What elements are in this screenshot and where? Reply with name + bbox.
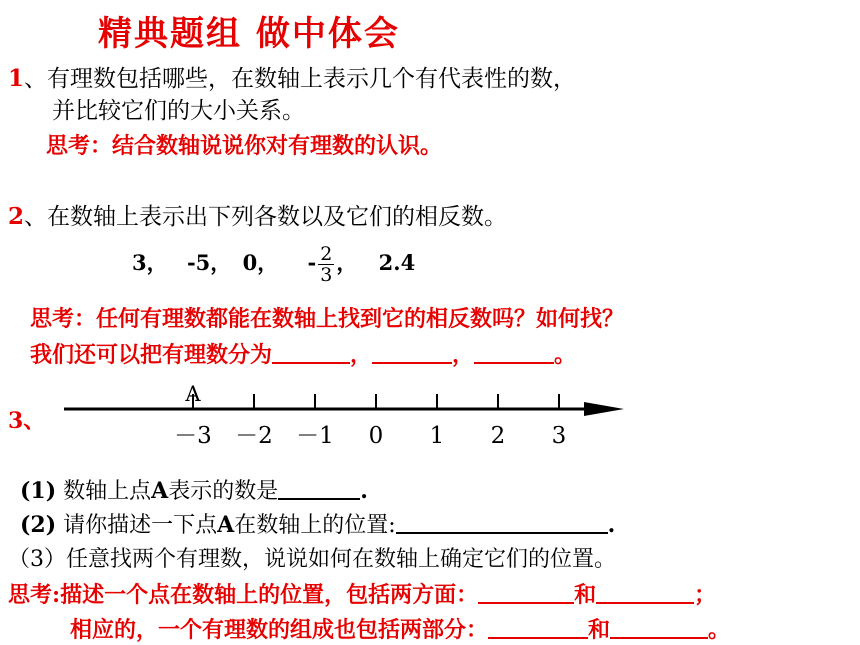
blank-1[interactable] [272, 340, 350, 364]
q1-line1: 1、有理数包括哪些，在数轴上表示几个有代表性的数， [8, 65, 577, 92]
tick-label: 2 [490, 423, 506, 449]
number-2-4: 2.4 [378, 250, 416, 275]
blank-sub1[interactable] [278, 476, 360, 500]
q3-number: 3、 [8, 408, 46, 434]
blank-think-3[interactable] [488, 615, 588, 639]
q2-think1: 思考：任何有理数都能在数轴上找到它的相反数吗？如何找？ [30, 306, 625, 332]
q2-line1: 2、在数轴上表示出下列各数以及它们的相反数。 [8, 203, 508, 230]
blank-think-1[interactable] [478, 580, 574, 604]
q1-line2: 并比较它们的大小关系。 [52, 98, 305, 124]
blank-sub2[interactable] [396, 510, 608, 534]
blank-think-4[interactable] [610, 615, 708, 639]
number-neg-frac-minus: - [307, 250, 317, 275]
number-line-arrow [584, 402, 624, 416]
blank-think-2[interactable] [596, 580, 694, 604]
q1-think: 思考：结合数轴说说你对有理数的认识。 [46, 133, 443, 159]
q2-number: 2 [8, 203, 25, 230]
q3-think2: 相应的，一个有理数的组成也包括两部分： 和 。 [70, 617, 731, 643]
q2-think2: 我们还可以把有理数分为 ， ， 。 [30, 342, 577, 368]
number-line-ticks [174, 394, 566, 449]
number-3: 3， [132, 250, 168, 275]
tick-label: －3 [174, 423, 212, 449]
page-title: 精典题组 做中体会 [98, 14, 400, 54]
number-line [0, 375, 860, 455]
number-neg5: -5， [186, 250, 232, 275]
blank-3[interactable] [474, 340, 554, 364]
number-0: 0， [242, 250, 279, 275]
fraction-2-3: $\frac{2}{3}$ [320, 243, 333, 286]
q3-think1: 思考:描述一个点在数轴上的位置，包括两方面： 和 ； [8, 582, 717, 608]
q1-text-1: 有理数包括哪些，在数轴上表示几个有代表性的数， [47, 66, 577, 92]
tick-label: 1 [429, 423, 445, 449]
q2-text: 在数轴上表示出下列各数以及它们的相反数。 [47, 204, 508, 230]
tick-label: 0 [368, 423, 384, 449]
q2-numbers: 3， -5， 0， - $\frac{2}{3}$ ， 2.4 [132, 243, 416, 286]
point-a-label: A [185, 382, 201, 406]
blank-2[interactable] [372, 340, 452, 364]
tick-label: －1 [296, 423, 334, 449]
q3-sub3: （3）任意找两个有理数，说说如何在数轴上确定它们的位置。 [8, 547, 616, 572]
q3-sub2: (2) 请你描述一下点A在数轴上的位置: . [20, 512, 616, 538]
tick-label: －2 [235, 423, 273, 449]
q3-sub1: (1) 数轴上点A表示的数是 . [20, 478, 368, 504]
tick-label: 3 [551, 423, 567, 449]
q1-number: 1 [8, 65, 25, 92]
